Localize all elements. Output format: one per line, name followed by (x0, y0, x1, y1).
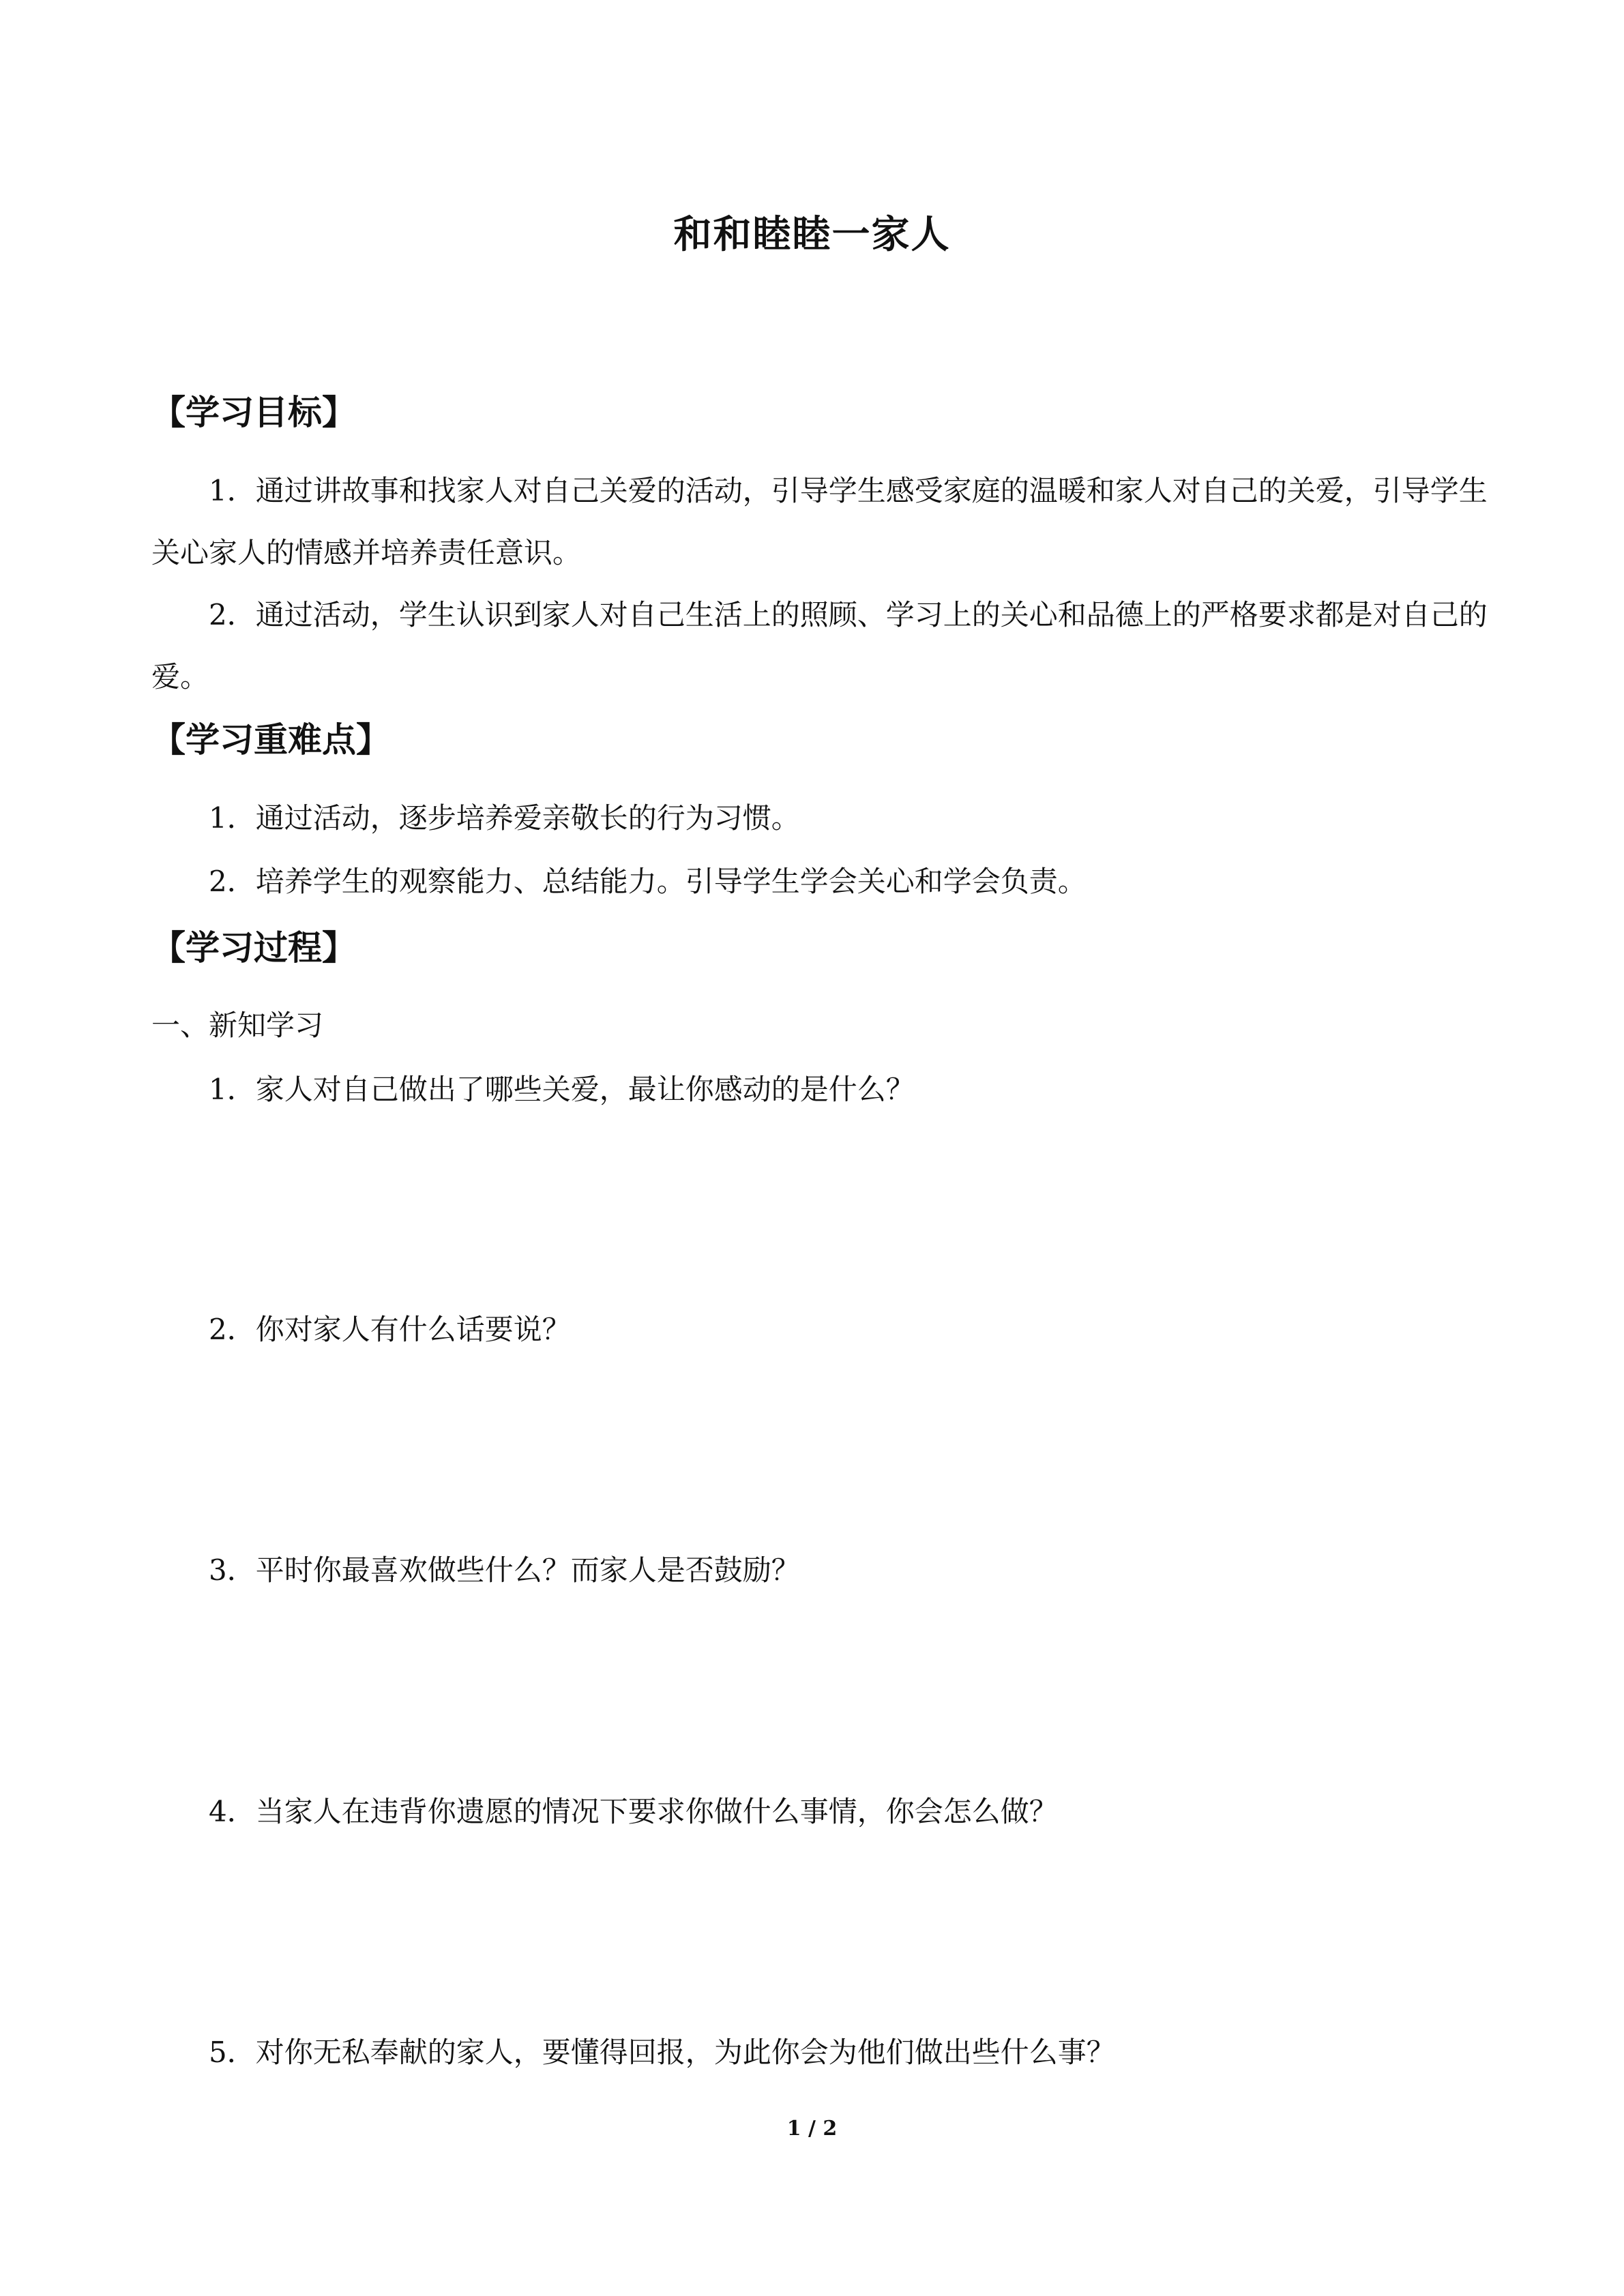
section-heading-goals: 【学习目标】 (151, 393, 356, 432)
question-4: 4．当家人在违背你遗愿的情况下要求你做什么事情，你会怎么做？ (209, 1795, 1058, 1828)
goal-item-2: 2．通过活动，学生认识到家人对自己生活上的照顾、学习上的关心和品德上的严格要求都是对自己的爱。 (151, 598, 1488, 694)
question-3: 3．平时你最喜欢做些什么？而家人是否鼓励？ (209, 1553, 800, 1587)
section-heading-key-points: 【学习重难点】 (151, 720, 390, 760)
section-heading-process: 【学习过程】 (151, 928, 356, 968)
question-1: 1．家人对自己做出了哪些关爱，最让你感动的是什么？ (209, 1073, 915, 1106)
process-subheading: 一、新知学习 (151, 1009, 324, 1042)
key-point-item-1: 1．通过活动，逐步培养爱亲敬长的行为习惯。 (209, 801, 800, 835)
page-number: 1 / 2 (786, 2117, 838, 2141)
question-2: 2．你对家人有什么话要说？ (209, 1313, 571, 1346)
key-point-item-2: 2．培养学生的观察能力、总结能力。引导学生学会关心和学会负责。 (209, 865, 1087, 898)
question-5: 5．对你无私奉献的家人，要懂得回报，为此你会为他们做出些什么事？ (209, 2036, 1115, 2069)
goal-item-1: 1．通过讲故事和找家人对自己关爱的活动，引导学生感受家庭的温暖和家人对自己的关爱，引导学生关心家人的情感并培养责任意识。 (151, 474, 1488, 569)
page-title: 和和睦睦一家人 (673, 213, 951, 257)
